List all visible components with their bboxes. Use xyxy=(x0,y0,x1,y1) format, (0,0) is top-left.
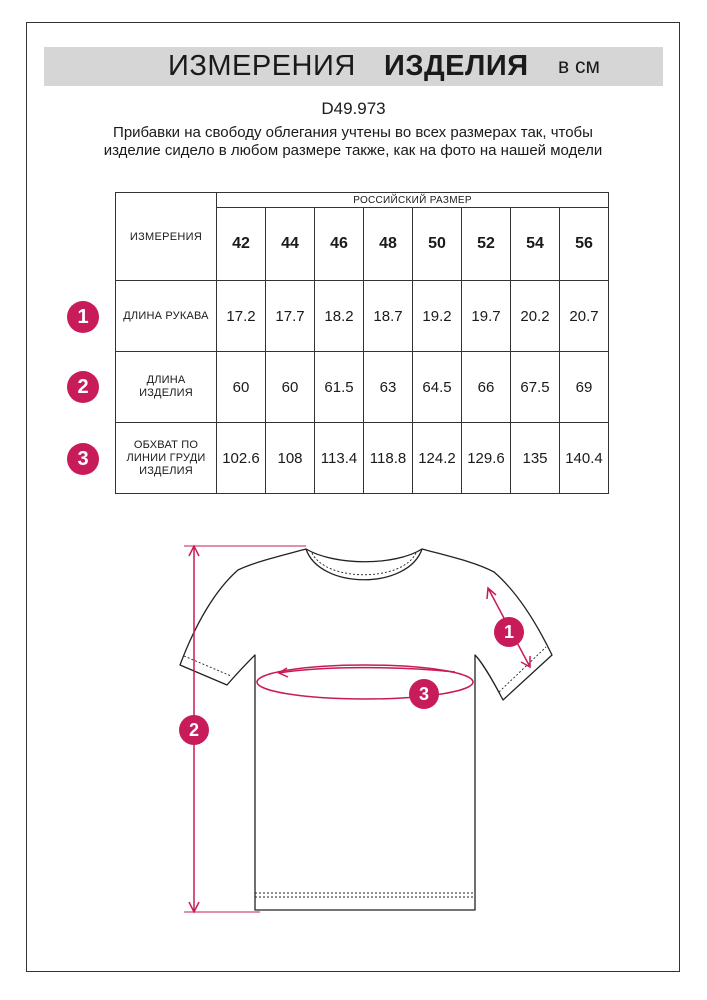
row-badge-1: 1 xyxy=(67,301,99,333)
fit-note: Прибавки на свободу облегания учтены во всех размерах так, чтобы изделие сидело в любом размере также, как на фото на нашей модели xyxy=(103,124,603,159)
size-header-cell: 56 xyxy=(560,208,609,281)
table-cell: 18.2 xyxy=(315,281,364,352)
row-badge-3: 3 xyxy=(67,443,99,475)
table-cell: 60 xyxy=(266,352,315,423)
diagram-badge-2: 2 xyxy=(179,715,209,745)
diagram-badge-3: 3 xyxy=(409,679,439,709)
table-cell: 118.8 xyxy=(364,423,413,494)
row-label-text: ОБХВАТ ПО ЛИНИИ ГРУДИ ИЗДЕЛИЯ xyxy=(126,438,206,477)
table-cell: 108 xyxy=(266,423,315,494)
table-cell: 17.2 xyxy=(217,281,266,352)
table-cell: 17.7 xyxy=(266,281,315,352)
table-cell: 19.7 xyxy=(462,281,511,352)
table-cell: 135 xyxy=(511,423,560,494)
table-cell: 67.5 xyxy=(511,352,560,423)
title-unit: в см xyxy=(558,55,600,78)
table-cell: 129.6 xyxy=(462,423,511,494)
title-word-measurements: ИЗМЕРЕНИЯ xyxy=(168,50,356,82)
table-cell: 63 xyxy=(364,352,413,423)
table-cell: 124.2 xyxy=(413,423,462,494)
table-cell: 20.2 xyxy=(511,281,560,352)
table-cell: 64.5 xyxy=(413,352,462,423)
row-label-sleeve-length: ДЛИНА РУКАВА xyxy=(116,281,217,352)
size-header-cell: 42 xyxy=(217,208,266,281)
diagram-badge-1: 1 xyxy=(494,617,524,647)
table-cell: 20.7 xyxy=(560,281,609,352)
measure-header: ИЗМЕРЕНИЯ xyxy=(116,193,217,281)
table-cell: 113.4 xyxy=(315,423,364,494)
table-cell: 19.2 xyxy=(413,281,462,352)
row-badge-2: 2 xyxy=(67,371,99,403)
article-number: D49.973 xyxy=(321,99,386,118)
size-header-cell: 54 xyxy=(511,208,560,281)
table-cell: 60 xyxy=(217,352,266,423)
size-header-cell: 48 xyxy=(364,208,413,281)
size-header-cell: 46 xyxy=(315,208,364,281)
table-cell: 102.6 xyxy=(217,423,266,494)
table-cell: 69 xyxy=(560,352,609,423)
table-cell: 140.4 xyxy=(560,423,609,494)
table-cell: 61.5 xyxy=(315,352,364,423)
row-label-text: ДЛИНА ИЗДЕЛИЯ xyxy=(139,374,193,399)
title-word-product: ИЗДЕЛИЯ xyxy=(384,50,529,82)
table-cell: 66 xyxy=(462,352,511,423)
measurement-lines xyxy=(184,546,530,912)
size-header-cell: 50 xyxy=(413,208,462,281)
size-group-header: РОССИЙСКИЙ РАЗМЕР xyxy=(217,193,609,208)
table-cell: 18.7 xyxy=(364,281,413,352)
size-header-cell: 44 xyxy=(266,208,315,281)
size-header-cell: 52 xyxy=(462,208,511,281)
